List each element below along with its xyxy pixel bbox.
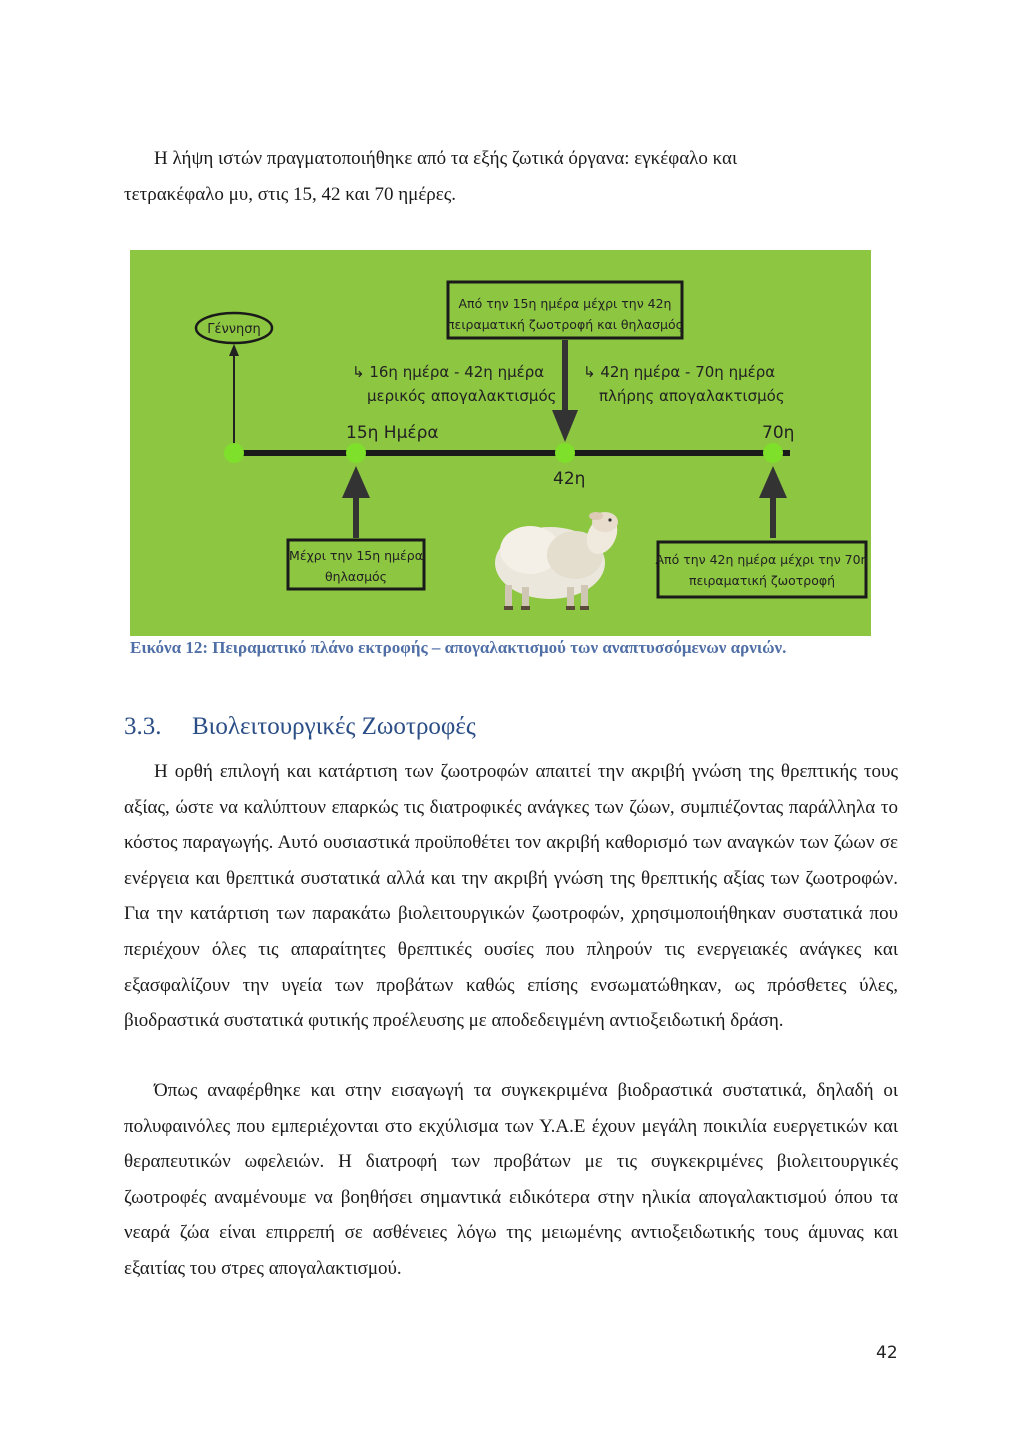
birth-label: Γέννηση (207, 322, 261, 337)
body-paragraph-1: Η ορθή επιλογή και κατάρτιση των ζωοτροφών απαιτεί την ακριβή γνώση της θρεπτικής τους αξίας, ώστε να καλύπτουν επαρκώς τις διατροφικές ανάγκες των ζώων, συμπιέζοντας παράλληλα το κόστος παραγωγής. Αυτό ουσιαστικά προϋποθέτει τον ακριβή καθορισμό των αναγκών των ζώων σε ενέργεια και θρεπτικά συστατικά αλλά και την ακριβή γνώση της θρεπτικής αξίας των ζωοτροφών. Για την κατάρτιση των παρακάτω βιολειτουργικών ζωοτροφών, χρησιμοποιήθηκαν συστατικά που περιέχουν όλες τις απαραίτητες θρεπτικές ουσίες που πληρούν τις ενεργειακές ανάγκες και εξασφαλίζουν την υγεία των προβάτων καθώς επίσης ενσωματώθηκαν, ως πρόσθετες ύλες, βιοδραστικά συστατικά φυτικής προέλευσης με αποδεδειγμένη αντιοξειδωτική δράση. (124, 761, 898, 1032)
top-box-arrow-head (552, 410, 578, 442)
day-15-point (346, 443, 366, 463)
weaning-plan-figure (130, 250, 871, 636)
left-box-arrow-head (342, 466, 370, 498)
section-heading (124, 713, 476, 741)
full-weaning-line-2: πλήρης απογαλακτισμός (599, 387, 785, 405)
left-box-line-1: Μέχρι την 15η ημέρα (289, 548, 423, 563)
intro-line-1: Η λήψη ιστών πραγματοποιήθηκε από τα εξής ζωτικά όργανα: εγκέφαλο και (154, 148, 738, 169)
day-42-label: 42η (553, 469, 586, 489)
day-15-label: 15η Ημέρα (346, 423, 439, 443)
right-bottom-box (658, 542, 866, 597)
partial-weaning-line-1: ↳ 16η ημέρα - 42η ημέρα (352, 363, 545, 381)
left-box-line-2: θηλασμός (324, 569, 388, 584)
top-box-line-1: Από την 15η ημέρα μέχρι την 42η (458, 296, 672, 311)
right-box-line-2: πειραματική ζωοτροφή (688, 573, 836, 588)
birth-arrow-head (229, 344, 239, 356)
intro-paragraph (124, 141, 898, 212)
right-box-arrow-head (759, 466, 787, 498)
full-weaning-line-1: ↳ 42η ημέρα - 70η ημέρα (583, 363, 776, 381)
day-42-point (555, 443, 575, 463)
timeline-diagram (130, 250, 871, 636)
page-number: 42 (876, 1343, 898, 1363)
day-70-label: 70η (762, 423, 795, 443)
body-paragraph-2: Όπως αναφέρθηκε και στην εισαγωγή τα συγκεκριμένα βιοδραστικά συστατικά, δηλαδή οι πολυφαινόλες που εμπεριέχονται στο εκχύλισμα των Υ.Α.Ε έχουν μεγάλη ποικιλία ευεργετικών και θεραπευτικών ωφελειών. Η διατροφή των προβάτων με τις συγκεκριμένες βιολειτουργικές ζωοτροφές αναμένουμε να βοηθήσει σημαντικά ειδικότερα στην ηλικία απογαλακτισμού όπου τα νεαρά ζώα είναι επιρρεπή σε ασθένειες λόγω της μειωμένης αντιοξειδωτικής τους άμυνας και εξαιτίας του στρες απογαλακτισμού. (124, 1080, 898, 1279)
birth-point (224, 443, 244, 463)
intro-line-2: τετρακέφαλο μυ, στις 15, 42 και 70 ημέρες. (124, 183, 457, 205)
day-70-point (763, 443, 783, 463)
top-box-line-2: πειραματική ζωοτροφή και θηλασμός (447, 317, 683, 332)
section-number: 3.3. (124, 713, 162, 740)
section-title: Βιολειτουργικές Ζωοτροφές (192, 713, 476, 740)
right-box-line-1: Από την 42η ημέρα μέχρι την 70η (655, 552, 869, 567)
sheep-illustration (495, 511, 623, 610)
partial-weaning-line-2: μερικός απογαλακτισμός (367, 387, 557, 405)
figure-caption: Εικόνα 12: Πειραματικό πλάνο εκτροφής – απογαλακτισμού των αναπτυσσόμενων αρνιών. (130, 638, 787, 657)
